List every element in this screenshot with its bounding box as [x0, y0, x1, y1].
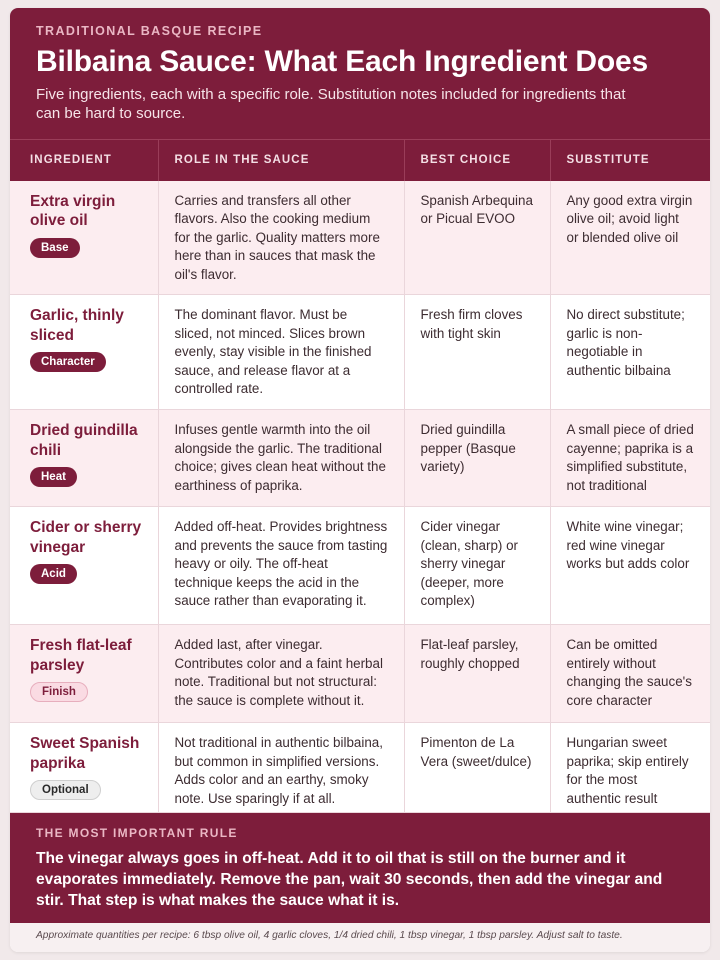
role-badge: Base — [30, 238, 80, 258]
column-header-substitute: SUBSTITUTE — [550, 140, 710, 181]
role-badge: Finish — [30, 682, 88, 702]
substitute-cell: Any good extra virgin olive oil; avoid light or blended olive oil — [550, 181, 710, 295]
table-row — [10, 181, 710, 295]
ingredient-name: Garlic, thinly sliced — [30, 307, 124, 344]
substitute-cell: Can be omitted entirely without changing the sauce's core character — [550, 625, 710, 723]
ingredient-name: Extra virgin olive oil — [30, 192, 116, 229]
page-title: Bilbaina Sauce: What Each Ingredient Does — [36, 45, 648, 78]
column-header-ingredient: INGREDIENT — [10, 140, 158, 181]
ingredient-name: Dried guindilla chili — [30, 422, 138, 459]
substitute-cell: White wine vinegar; red wine vinegar works but adds color — [550, 507, 710, 625]
table-header-row — [10, 140, 710, 181]
ingredient-name: Sweet Spanish paprika — [30, 735, 140, 772]
rule-text: The vinegar always goes in off-heat. Add it to oil that is still on the burner and it evaporates immediately. Remove the pan, wait 30 seconds, then add the vinegar and stir. That step is what makes the sauce what it is. — [36, 850, 663, 909]
best-choice-cell: Flat-leaf parsley, roughly chopped — [404, 625, 550, 723]
substitute-cell: Hungarian sweet paprika; skip entirely for the most authentic result — [550, 723, 710, 813]
ingredient-cell — [10, 625, 158, 723]
best-choice-cell: Spanish Arbequina or Picual EVOO — [404, 181, 550, 295]
table-row — [10, 507, 710, 625]
page-subtitle: Five ingredients, each with a specific role. Substitution notes included for ingredients that can be hard to source. — [36, 86, 626, 122]
recipe-card — [10, 8, 710, 952]
ingredient-cell — [10, 181, 158, 295]
footnote: Approximate quantities per recipe: 6 tbsp olive oil, 4 garlic cloves, 1/4 dried chili, 1 tbsp vinegar, 1 tbsp parsley. Adjust salt to taste. — [10, 923, 710, 952]
role-cell: Carries and transfers all other flavors. Also the cooking medium for the garlic. Quality matters more here than in sauces that mask the oil's flavor. — [158, 181, 404, 295]
table-row — [10, 410, 710, 507]
table-row — [10, 723, 710, 813]
best-choice-cell: Pimenton de La Vera (sweet/dulce) — [404, 723, 550, 813]
rule-label: THE MOST IMPORTANT RULE — [36, 826, 238, 840]
table-row — [10, 625, 710, 723]
header — [10, 8, 710, 139]
role-cell: Added off-heat. Provides brightness and prevents the sauce from tasting heavy or oily. The off-heat technique keeps the acid in the sauce rather than evaporating it. — [158, 507, 404, 625]
ingredient-cell — [10, 723, 158, 813]
best-choice-cell: Fresh firm cloves with tight skin — [404, 295, 550, 410]
ingredient-cell — [10, 295, 158, 410]
role-cell: Not traditional in authentic bilbaina, but common in simplified versions. Adds color and an earthy, smoky note. Use sparingly if at all. — [158, 723, 404, 813]
ingredient-name: Cider or sherry vinegar — [30, 519, 142, 556]
ingredient-table — [10, 139, 710, 813]
eyebrow-label: TRADITIONAL BASQUE RECIPE — [36, 24, 263, 38]
role-cell: Infuses gentle warmth into the oil alongside the garlic. The traditional choice; gives clean heat without the earthiness of paprika. — [158, 410, 404, 507]
role-badge: Optional — [30, 780, 101, 800]
ingredient-cell — [10, 410, 158, 507]
ingredient-name: Fresh flat-leaf parsley — [30, 637, 132, 674]
important-rule-panel — [10, 813, 710, 923]
role-cell: The dominant flavor. Must be sliced, not minced. Slices brown evenly, stay visible in the finished sauce, and release flavor at a controlled rate. — [158, 295, 404, 410]
role-badge: Character — [30, 352, 106, 372]
column-header-best-choice: BEST CHOICE — [404, 140, 550, 181]
substitute-cell: No direct substitute; garlic is non-negotiable in authentic bilbaina — [550, 295, 710, 410]
ingredient-cell — [10, 507, 158, 625]
role-badge: Acid — [30, 564, 77, 584]
best-choice-cell: Dried guindilla pepper (Basque variety) — [404, 410, 550, 507]
table-row — [10, 295, 710, 410]
best-choice-cell: Cider vinegar (clean, sharp) or sherry vinegar (deeper, more complex) — [404, 507, 550, 625]
substitute-cell: A small piece of dried cayenne; paprika is a simplified substitute, not traditional — [550, 410, 710, 507]
role-badge: Heat — [30, 467, 77, 487]
column-header-role: ROLE IN THE SAUCE — [158, 140, 404, 181]
role-cell: Added last, after vinegar. Contributes color and a faint herbal note. Traditional but not structural: the sauce is complete without it. — [158, 625, 404, 723]
